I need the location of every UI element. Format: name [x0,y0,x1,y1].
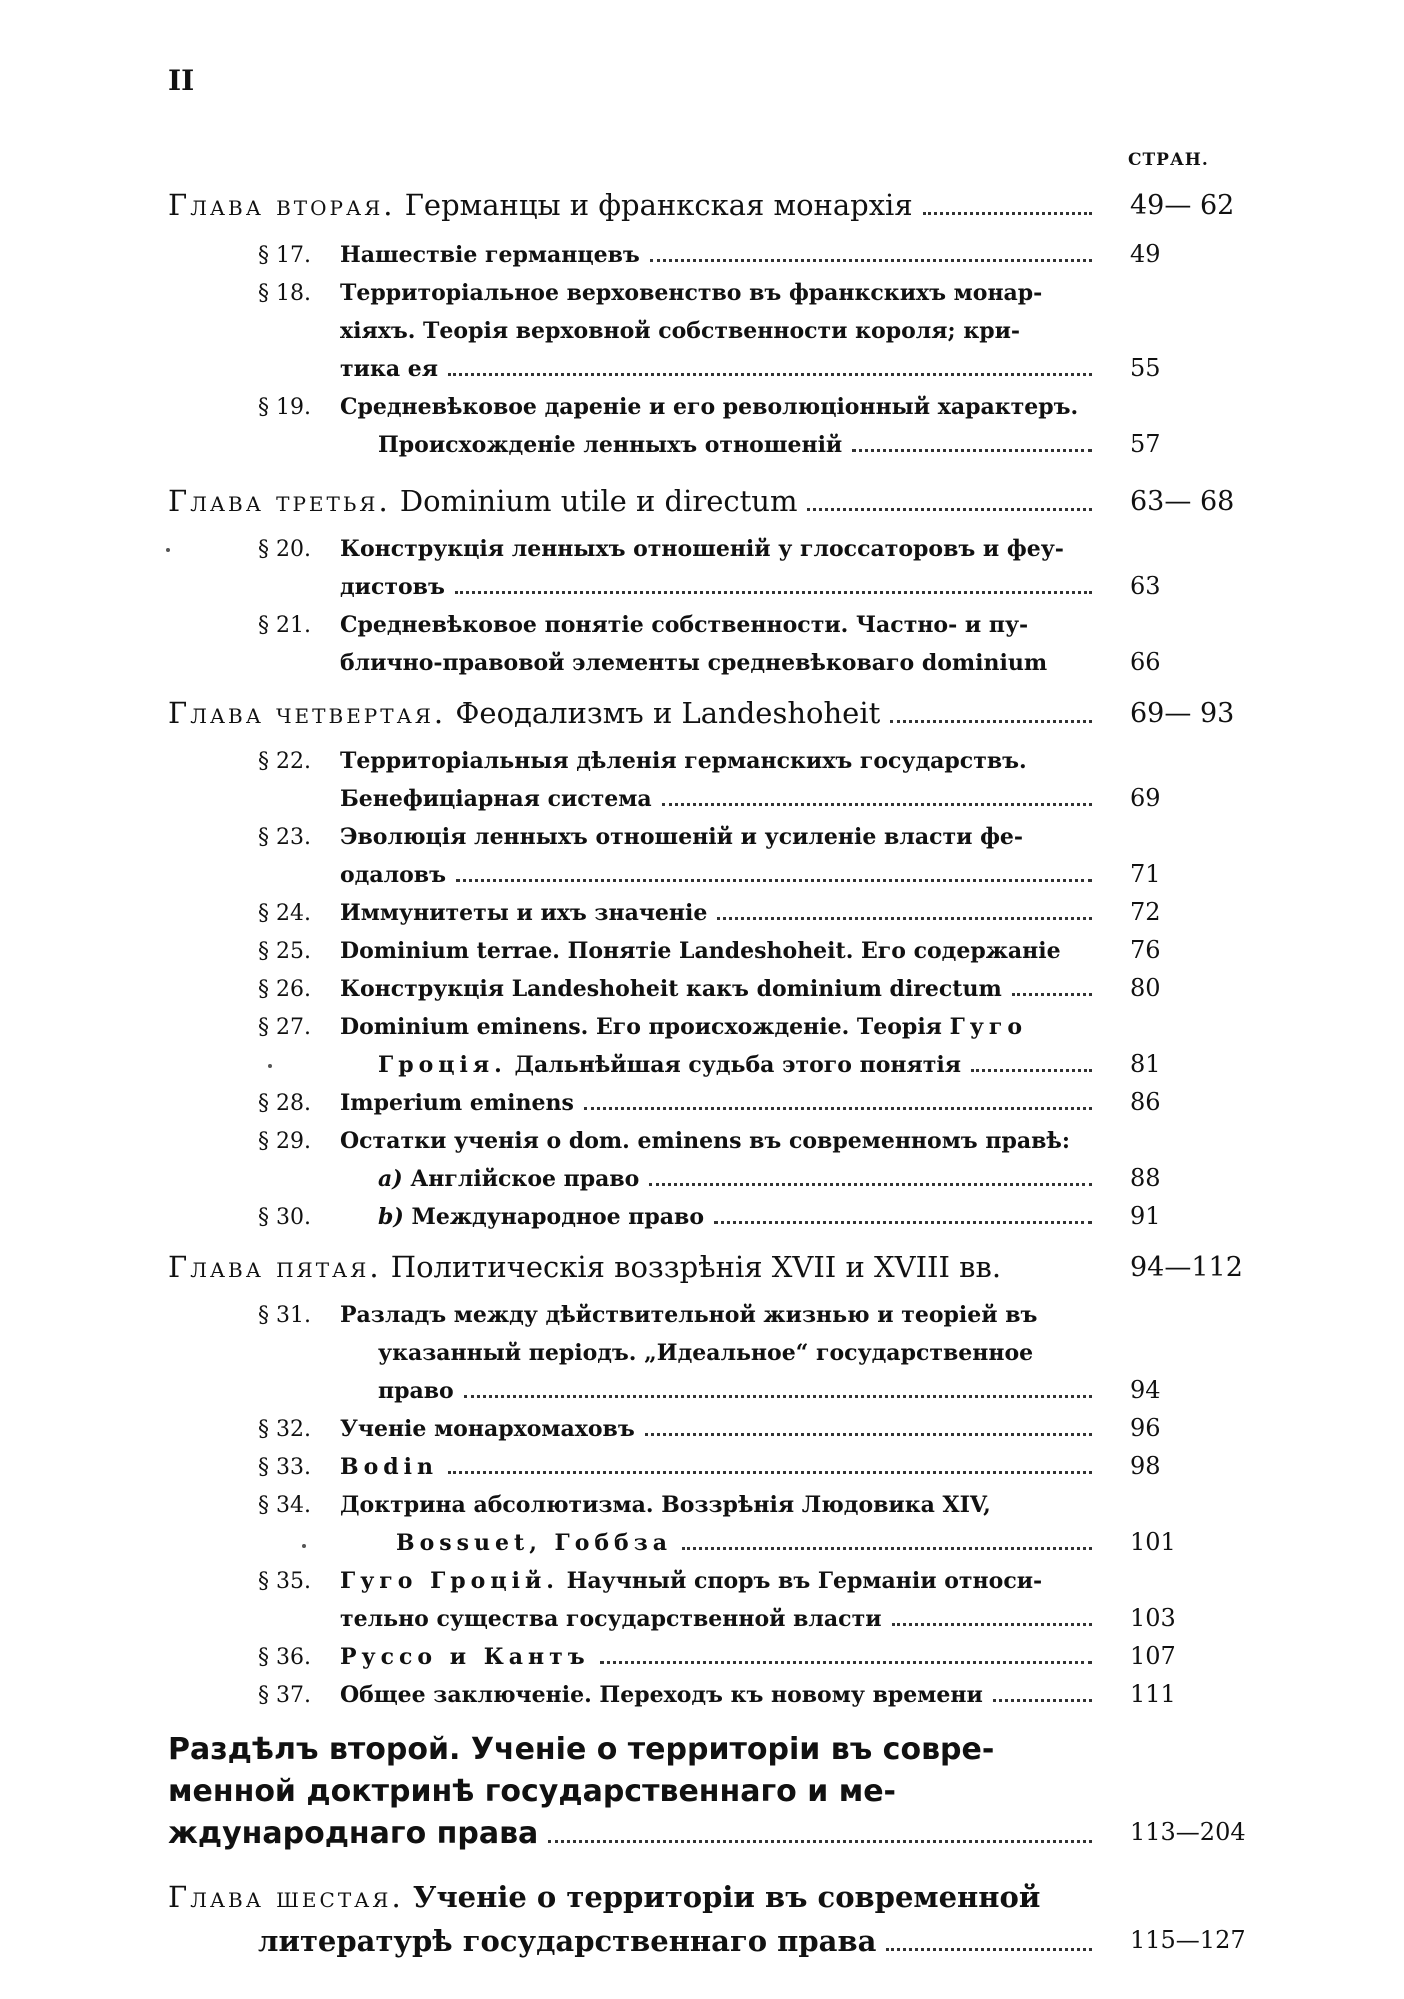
toc-entry-31[interactable] [258,1302,1102,1328]
toc-chapter-5[interactable] [168,1250,1102,1284]
chapter-pages: 115—127 [1130,1926,1246,1954]
entry-page: 80 [1130,974,1161,1002]
entry-title-line-1: Средневѣковое дареніе и его революціонный характеръ. [340,394,1079,420]
entry-title-line-1: Dominium eminens. Его происхожденіе. Теорія [340,1014,942,1040]
leader-dots [456,879,1092,882]
leader-dots [923,212,1092,215]
entry-page: 96 [1130,1414,1161,1442]
section-number: § 31. [258,1303,311,1328]
section-number: § 26. [258,977,311,1002]
section-number: § 18. [258,281,311,306]
entry-page: 101 [1130,1528,1176,1556]
section-number: § 33. [258,1455,311,1480]
entry-title-line-2: тельно существа государственной власти [340,1606,882,1632]
section-number: § 37. [258,1683,311,1708]
toc-entry-31-cont [378,1378,1102,1405]
entry-page: 81 [1130,1050,1161,1078]
toc-entry-20-cont [340,574,1102,601]
toc-entry-33[interactable] [258,1454,1102,1481]
entry-title-line-2: Дальнѣйшая судьба этого понятія [514,1052,961,1078]
toc-entry-28[interactable] [258,1090,1102,1117]
entry-page: 86 [1130,1088,1161,1116]
entry-title-line-3: право [378,1378,454,1404]
entry-page: 88 [1130,1164,1161,1192]
entry-title: Иммунитеты и ихъ значеніе [340,900,708,926]
toc-chapter-6-cont [258,1924,1102,1958]
entry-page: 98 [1130,1452,1161,1480]
toc-entry-21-cont [340,650,1102,676]
entry-title-line-3: тика ея [340,356,439,382]
entry-title-line-2: Происхожденіе ленныхъ отношеній [378,432,843,458]
entry-page: 57 [1130,430,1161,458]
entry-page: 49 [1130,240,1161,268]
toc-entry-23-cont [340,862,1102,889]
leader-dots [886,1948,1092,1951]
toc-part-2-cont [168,1816,1102,1851]
print-speck [166,548,170,552]
toc-entry-31-cont [378,1340,1102,1366]
item-letter: a) [378,1166,403,1192]
leader-dots [971,1069,1092,1072]
toc-entry-32[interactable] [258,1416,1102,1443]
chapter-title: Феодализмъ и Landeshoheit [455,696,881,730]
leader-dots [455,591,1092,594]
section-number: § 29. [258,1129,311,1154]
entry-page: 72 [1130,898,1161,926]
entry-title-line-1: Доктрина абсолютизма. Воззрѣнія Людовика XIV, [340,1492,991,1518]
section-number: § 24. [258,901,311,926]
leader-dots [448,373,1092,376]
entry-title: Конструкція Landeshoheit какъ dominium directum [340,976,1002,1002]
entry-title-line-1: Научный споръ въ Германіи относи- [566,1568,1043,1594]
entry-page: 91 [1130,1202,1161,1230]
section-number: § 27. [258,1015,311,1040]
print-speck [302,1544,306,1548]
entry-page: 103 [1130,1604,1176,1632]
toc-entry-18[interactable] [258,280,1102,306]
section-number: § 34. [258,1493,311,1518]
chapter-pages: 63— 68 [1130,486,1235,517]
part-title-line-2: менной доктринѣ государственнаго и ме- [168,1774,897,1809]
author-name: Гроція. [378,1052,507,1078]
entry-title: Imperium eminens [340,1090,574,1116]
toc-entry-19[interactable] [258,394,1102,420]
entry-title-line-2: Bossuet, Гоббза [396,1530,673,1556]
chapter-lead: Глава четвертая. [168,696,447,730]
part-title-line-3: ждународнаго права [168,1816,539,1851]
chapter-title-line-1: Ученіе о территоріи въ современной [412,1880,1041,1914]
chapter-title: Германцы и франкская монархія [404,188,913,222]
entry-page: 76 [1130,936,1161,964]
section-number: § 25. [258,939,311,964]
entry-title: Bodin [340,1454,439,1480]
toc-chapter-2[interactable] [168,188,1102,222]
entry-title-line-1: Средневѣковое понятіе собственности. Частно- и пу- [340,612,1029,638]
leader-dots [892,1623,1092,1626]
section-number: § 17. [258,243,311,268]
chapter-pages: 69— 93 [1130,698,1235,729]
item-letter: b) [378,1204,404,1230]
section-number: § 22. [258,749,311,774]
entry-title-line-1: Территоріальныя дѣленія германскихъ государствъ. [340,748,1027,774]
entry-title-line-1: Конструкція ленныхъ отношеній у глоссаторовъ и феу- [340,536,1064,562]
leader-dots [717,917,1092,920]
toc-chapter-4[interactable] [168,696,1102,730]
leader-dots [1012,993,1092,996]
entry-title-line-2: Бенефиціарная система [340,786,652,812]
toc-entry-35-cont [340,1606,1102,1633]
entry-title-line-2: дистовъ [340,574,445,600]
chapter-pages: 49— 62 [1130,190,1235,221]
section-number: § 23. [258,825,311,850]
toc-entry-27-cont [378,1052,1102,1079]
chapter-title-line-2: литературѣ государственнаго права [258,1924,877,1958]
section-number: § 21. [258,613,311,638]
chapter-lead: Глава вторая. [168,188,396,222]
entry-title: Международное право [411,1204,704,1230]
section-number: § 30. [258,1205,311,1230]
entry-page: 63 [1130,572,1161,600]
leader-dots [852,449,1092,452]
leader-dots [662,803,1092,806]
toc-entry-29[interactable] [258,1128,1102,1154]
entry-page: 111 [1130,1680,1176,1708]
toc-entry-25[interactable] [258,938,1102,964]
chapter-lead: Глава шестая. [168,1880,404,1914]
entry-title-line-1: Остатки ученія о dom. eminens въ современномъ правѣ: [340,1128,1070,1154]
toc-entry-30[interactable] [258,1204,1102,1231]
toc-entry-17[interactable] [258,242,1102,269]
entry-page: 66 [1130,648,1161,676]
entry-title-line-2: одаловъ [340,862,446,888]
entry-title-line-2: Англійское право [410,1166,640,1192]
entry-title: Нашествіе германцевъ [340,242,640,268]
chapter-lead: Глава пятая. [168,1250,382,1284]
toc-entry-29-cont [378,1166,1102,1193]
entry-page: 55 [1130,354,1161,382]
entry-title: Ученіе монархомаховъ [340,1416,635,1442]
leader-dots [682,1547,1092,1550]
entry-title-line-1: Разладъ между дѣйствительной жизнью и теоріей въ [340,1302,1038,1328]
leader-dots [448,1471,1092,1474]
leader-dots [890,720,1092,723]
entry-page: 69 [1130,784,1161,812]
chapter-pages: 94—112 [1130,1252,1243,1283]
toc-chapter-3[interactable] [168,484,1102,518]
section-number: § 20. [258,537,311,562]
toc-entry-34-cont [396,1530,1102,1557]
leader-dots [649,1183,1092,1186]
section-number: § 35. [258,1569,311,1594]
toc-entry-27[interactable] [258,1014,1102,1040]
toc-entry-34[interactable] [258,1492,1102,1518]
toc-entry-20[interactable] [258,536,1102,562]
section-number: § 32. [258,1417,311,1442]
entry-title: Dominium terrae. Понятіе Landeshoheit. Его содержаніе [340,938,1061,964]
toc-entry-26[interactable] [258,976,1102,1003]
toc-entry-36[interactable] [258,1644,1102,1671]
leader-dots [548,1840,1092,1843]
toc-entry-35[interactable] [258,1568,1102,1594]
toc-entry-22-cont [340,786,1102,813]
entry-title: Общее заключеніе. Переходъ къ новому времени [340,1682,983,1708]
toc-entry-18-cont [340,356,1102,383]
entry-page: 107 [1130,1642,1176,1670]
toc-part-2[interactable] [168,1732,1102,1767]
entry-title-line-2: хіяхъ. Теорія верховной собственности короля; кри- [340,318,1021,344]
section-number: § 36. [258,1645,311,1670]
toc-chapter-6[interactable] [168,1880,1102,1914]
leader-dots [645,1433,1092,1436]
section-number: § 28. [258,1091,311,1116]
section-number: § 19. [258,395,311,420]
toc-entry-18-cont [340,318,1102,344]
chapter-lead: Глава третья. [168,484,391,518]
part-pages: 113—204 [1130,1818,1246,1846]
toc-entry-22[interactable] [258,748,1102,774]
leader-dots [650,259,1092,262]
leader-dots [584,1107,1092,1110]
entry-title-line-1: Территоріальное верховенство въ франкскихъ монар- [340,280,1043,306]
author-name: Гуго [949,1014,1028,1040]
entry-page: 71 [1130,860,1161,888]
author-name: Гуго Гроцій. [340,1568,559,1594]
chapter-title: Политическія воззрѣнія XVII и XVIII вв. [390,1250,1002,1284]
entry-page: 94 [1130,1376,1161,1404]
page-folio: II [168,64,195,97]
leader-dots [993,1699,1092,1702]
leader-dots [714,1221,1092,1224]
toc-entry-23[interactable] [258,824,1102,850]
print-speck [268,1064,272,1068]
leader-dots [600,1661,1092,1664]
toc-entry-37[interactable] [258,1682,1102,1709]
entry-title: Руссо и Кантъ [340,1644,590,1670]
entry-title-line-2: указанный періодъ. „Идеальное“ государственное [378,1340,1034,1366]
part-title-line-1: Раздѣлъ второй. Ученіе о территоріи въ совре- [168,1732,995,1767]
toc-entry-24[interactable] [258,900,1102,927]
toc-entry-21[interactable] [258,612,1102,638]
leader-dots [464,1395,1092,1398]
toc-part-2-cont [168,1774,1102,1809]
entry-title-line-2: блично-правовой элементы средневѣковаго dominium [340,650,1048,676]
entry-title-line-1: Эволюція ленныхъ отношеній и усиленіе власти фе- [340,824,1024,850]
toc-entry-19-cont [378,432,1102,459]
pages-column-header: СТРАН. [1128,150,1209,170]
leader-dots [807,508,1092,511]
chapter-title: Dominium utile и directum [399,484,798,518]
